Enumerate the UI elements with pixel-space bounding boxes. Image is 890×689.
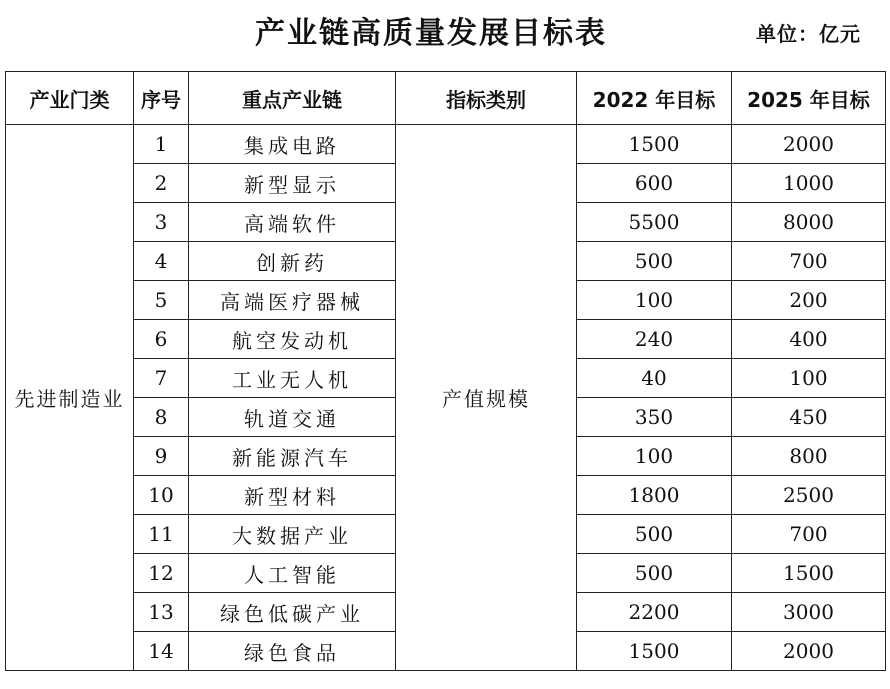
unit-label: 单位：亿元 bbox=[756, 22, 861, 46]
target-2022-cell: 1800 bbox=[577, 476, 732, 515]
target-2022-cell: 350 bbox=[577, 398, 732, 437]
header-row bbox=[6, 72, 886, 125]
target-2025-cell: 700 bbox=[732, 242, 886, 281]
header-target-2022: 2022 年目标 bbox=[577, 72, 732, 125]
chain-cell: 集成电路 bbox=[189, 125, 396, 164]
target-2022-cell: 500 bbox=[577, 554, 732, 593]
target-2025-cell: 100 bbox=[732, 359, 886, 398]
chain-cell: 工业无人机 bbox=[189, 359, 396, 398]
target-2025-cell: 2000 bbox=[732, 125, 886, 164]
index-cell: 5 bbox=[134, 281, 189, 320]
chain-cell: 大数据产业 bbox=[189, 515, 396, 554]
category-cell: 先进制造业 bbox=[6, 125, 134, 671]
chain-cell: 高端软件 bbox=[189, 203, 396, 242]
target-2025-cell: 3000 bbox=[732, 593, 886, 632]
header-target-2025: 2025 年目标 bbox=[732, 72, 886, 125]
table-body bbox=[6, 125, 886, 671]
index-cell: 13 bbox=[134, 593, 189, 632]
index-cell: 1 bbox=[134, 125, 189, 164]
chain-cell: 新型材料 bbox=[189, 476, 396, 515]
index-cell: 11 bbox=[134, 515, 189, 554]
target-2022-cell: 600 bbox=[577, 164, 732, 203]
index-cell: 7 bbox=[134, 359, 189, 398]
chain-cell: 高端医疗器械 bbox=[189, 281, 396, 320]
target-2022-cell: 500 bbox=[577, 515, 732, 554]
header-category: 产业门类 bbox=[6, 72, 134, 125]
index-cell: 12 bbox=[134, 554, 189, 593]
target-2025-cell: 1500 bbox=[732, 554, 886, 593]
chain-cell: 航空发动机 bbox=[189, 320, 396, 359]
index-cell: 14 bbox=[134, 632, 189, 671]
header-chain: 重点产业链 bbox=[189, 72, 396, 125]
index-cell: 3 bbox=[134, 203, 189, 242]
target-2022-cell: 40 bbox=[577, 359, 732, 398]
index-cell: 4 bbox=[134, 242, 189, 281]
target-2022-cell: 500 bbox=[577, 242, 732, 281]
target-2025-cell: 400 bbox=[732, 320, 886, 359]
chain-cell: 创新药 bbox=[189, 242, 396, 281]
target-2025-cell: 700 bbox=[732, 515, 886, 554]
chain-cell: 绿色食品 bbox=[189, 632, 396, 671]
target-2022-cell: 5500 bbox=[577, 203, 732, 242]
index-cell: 2 bbox=[134, 164, 189, 203]
chain-cell: 人工智能 bbox=[189, 554, 396, 593]
header-metric: 指标类别 bbox=[396, 72, 577, 125]
index-cell: 9 bbox=[134, 437, 189, 476]
target-2022-cell: 2200 bbox=[577, 593, 732, 632]
metric-cell: 产值规模 bbox=[396, 125, 577, 671]
chain-cell: 绿色低碳产业 bbox=[189, 593, 396, 632]
target-2025-cell: 450 bbox=[732, 398, 886, 437]
page-title: 产业链高质量发展目标表 bbox=[255, 16, 607, 51]
target-2022-cell: 1500 bbox=[577, 125, 732, 164]
index-cell: 8 bbox=[134, 398, 189, 437]
target-2022-cell: 1500 bbox=[577, 632, 732, 671]
target-2022-cell: 240 bbox=[577, 320, 732, 359]
table-row bbox=[6, 125, 886, 164]
target-2025-cell: 1000 bbox=[732, 164, 886, 203]
target-2025-cell: 2000 bbox=[732, 632, 886, 671]
index-cell: 10 bbox=[134, 476, 189, 515]
index-cell: 6 bbox=[134, 320, 189, 359]
target-2025-cell: 200 bbox=[732, 281, 886, 320]
targets-table bbox=[5, 71, 886, 671]
header-index: 序号 bbox=[134, 72, 189, 125]
chain-cell: 新能源汽车 bbox=[189, 437, 396, 476]
target-2025-cell: 8000 bbox=[732, 203, 886, 242]
chain-cell: 新型显示 bbox=[189, 164, 396, 203]
chain-cell: 轨道交通 bbox=[189, 398, 396, 437]
target-2025-cell: 2500 bbox=[732, 476, 886, 515]
target-2022-cell: 100 bbox=[577, 437, 732, 476]
target-2022-cell: 100 bbox=[577, 281, 732, 320]
target-2025-cell: 800 bbox=[732, 437, 886, 476]
